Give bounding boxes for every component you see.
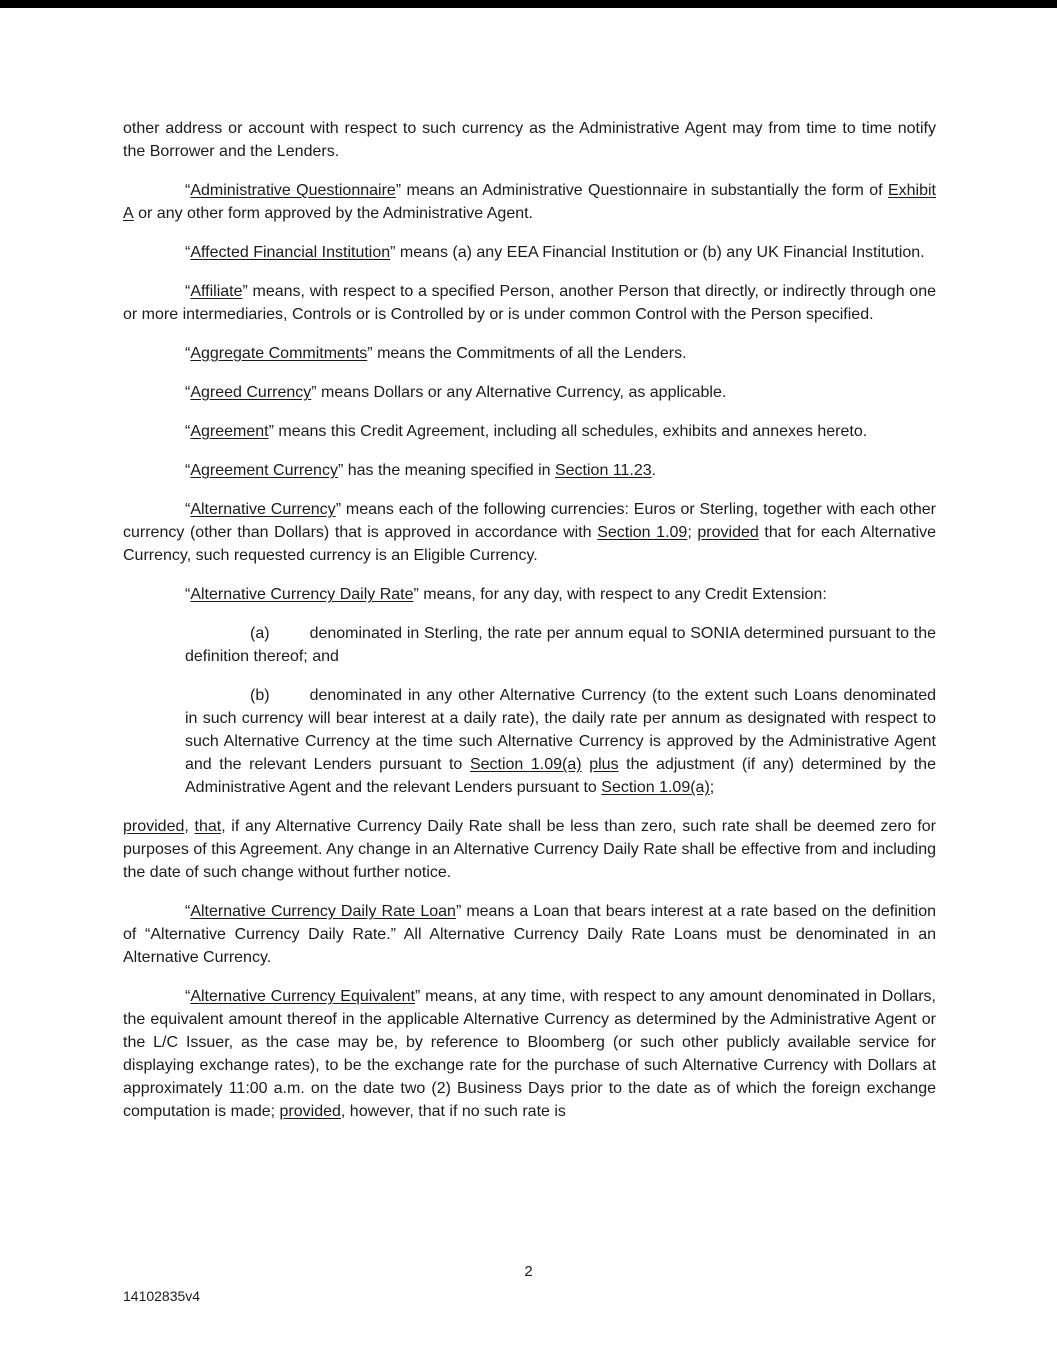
- page-number: 2: [524, 1263, 533, 1280]
- text-run: (b): [250, 687, 270, 704]
- text-run: , if any Alternative Currency Daily Rate shall be less than zero, such rate shall be deemed zero for purposes of this Agreement. Any change in an Alternative Currency Daily Rate shall be effective from and including the date of such change without further notice.: [123, 818, 937, 881]
- para-def-alternative-currency-daily-rate-loan: [123, 900, 936, 969]
- text-run: “: [185, 182, 191, 199]
- text-run: ” means (a) any EEA Financial Institution or (b) any UK Financial Institution.: [390, 244, 925, 261]
- para-def-alternative-currency-daily-rate: [123, 583, 936, 606]
- text-run: the adjustment (if any) determined by the Administrative Agent and the relevant Lenders pursuant to: [185, 756, 936, 796]
- text-run: “: [185, 384, 191, 401]
- text-run: or any other form approved by the Administrative Agent.: [133, 205, 533, 222]
- underlined-term: plus: [589, 756, 619, 773]
- underlined-term: Alternative Currency Equivalent: [190, 988, 416, 1005]
- underlined-term: Agreed Currency: [190, 384, 312, 401]
- document-body: [123, 117, 936, 1139]
- underlined-term: provided: [123, 818, 185, 835]
- text-run: “: [185, 988, 191, 1005]
- para-def-affiliate: [123, 280, 936, 326]
- text-run: ” means Dollars or any Alternative Currency, as applicable.: [311, 384, 727, 401]
- text-run: (a): [250, 625, 270, 642]
- text-run: ” has the meaning specified in: [337, 462, 555, 479]
- text-run: ;: [687, 524, 698, 541]
- underlined-term: Administrative Questionnaire: [190, 182, 396, 199]
- document-id-stamp: 14102835v4: [123, 1288, 201, 1304]
- text-run: ” means each of the following currencies: Euros or Sterling, together with each other currency (other than Dollars) that is approved in accordance with: [123, 501, 936, 541]
- text-run: denominated in Sterling, the rate per annum equal to SONIA determined pursuant to the definition thereof; and: [185, 625, 936, 665]
- underlined-term: provided: [697, 524, 759, 541]
- text-run: ” means, at any time, with respect to any amount denominated in Dollars, the equivalent amount thereof in the applicable Alternative Currency as determined by the Administrative Agent or the L/C Issuer, as the case may be, by reference to Bloomberg (or such other publicly available service for displaying exchange rates), to be the exchange rate for the purchase of such Alternative Currency with Dollars at approximately 11:00 a.m. on the date two (2) Business Days prior to the date as of which the foreign exchange computation is made;: [123, 988, 937, 1120]
- text-run: “: [185, 423, 191, 440]
- para-def-affected-financial-institution: [123, 241, 936, 264]
- text-run: “: [185, 903, 191, 920]
- text-run: ,: [184, 818, 195, 835]
- underlined-term: Exhibit A: [123, 182, 936, 222]
- para-def-agreement-currency: [123, 459, 936, 482]
- text-run: “: [185, 462, 191, 479]
- underlined-term: Affiliate: [190, 283, 243, 300]
- para-def-alternative-currency: [123, 498, 936, 567]
- para-sub-a-sterling: [185, 622, 936, 668]
- para-continuation-address: [123, 117, 936, 163]
- text-run: , however, that if no such rate is: [340, 1103, 566, 1120]
- para-def-agreement: [123, 420, 936, 443]
- underlined-term: Section 1.09: [597, 524, 688, 541]
- underlined-term: Aggregate Commitments: [190, 345, 368, 362]
- text-run: ” means, for any day, with respect to any Credit Extension:: [413, 586, 827, 603]
- underlined-term: Section 11.23: [554, 462, 652, 479]
- para-proviso-zero-floor: [123, 815, 936, 884]
- para-def-agreed-currency: [123, 381, 936, 404]
- text-run: “: [185, 345, 191, 362]
- underlined-term: provided: [279, 1103, 341, 1120]
- text-run: ” means an Administrative Questionnaire in substantially the form of: [395, 182, 888, 199]
- text-run: ” means a Loan that bears interest at a rate based on the definition of “Alternative Currency Daily Rate.” All Alternative Currency Daily Rate Loans must be denominated in an Alternative Currency.: [123, 903, 937, 966]
- text-run: ” means this Credit Agreement, including all schedules, exhibits and annexes hereto.: [268, 423, 868, 440]
- text-run: ;: [709, 779, 715, 796]
- para-def-alternative-currency-equivalent: [123, 985, 936, 1123]
- underlined-term: Alternative Currency Daily Rate: [190, 586, 414, 603]
- para-def-administrative-questionnaire: [123, 179, 936, 225]
- underlined-term: that: [194, 818, 222, 835]
- text-run: ” means, with respect to a specified Person, another Person that directly, or indirectly through one or more intermediaries, Controls or is Controlled by or is under common Control with the Person specified.: [123, 283, 936, 323]
- underlined-term: Agreement Currency: [190, 462, 338, 479]
- underlined-term: Alternative Currency: [190, 501, 336, 518]
- para-def-aggregate-commitments: [123, 342, 936, 365]
- underlined-term: Section 1.09(a): [601, 779, 710, 796]
- text-run: “: [185, 244, 191, 261]
- text-run: that for each Alternative Currency, such requested currency is an Eligible Currency.: [123, 524, 937, 564]
- text-run: “: [185, 283, 191, 300]
- text-run: other address or account with respect to such currency as the Administrative Agent may from time to time notify the Borrower and the Lenders.: [123, 120, 936, 160]
- para-sub-b-other-alternative-currency: [185, 684, 936, 799]
- scan-edge-bar: [0, 0, 1057, 8]
- text-run: .: [651, 462, 657, 479]
- text-run: “: [185, 501, 191, 518]
- underlined-term: Affected Financial Institution: [190, 244, 391, 261]
- text-run: denominated in any other Alternative Currency (to the extent such Loans denominated in such currency will bear interest at a daily rate), the daily rate per annum as designated with respect to such Alternative Currency at the time such Alternative Currency is approved by the Administrative Agent and the relevant Lenders pursuant to: [185, 687, 936, 773]
- text-run: “: [185, 586, 191, 603]
- underlined-term: Alternative Currency Daily Rate Loan: [190, 903, 456, 920]
- underlined-term: Agreement: [190, 423, 269, 440]
- underlined-term: Section 1.09(a): [469, 756, 582, 773]
- text-run: ” means the Commitments of all the Lenders.: [367, 345, 687, 362]
